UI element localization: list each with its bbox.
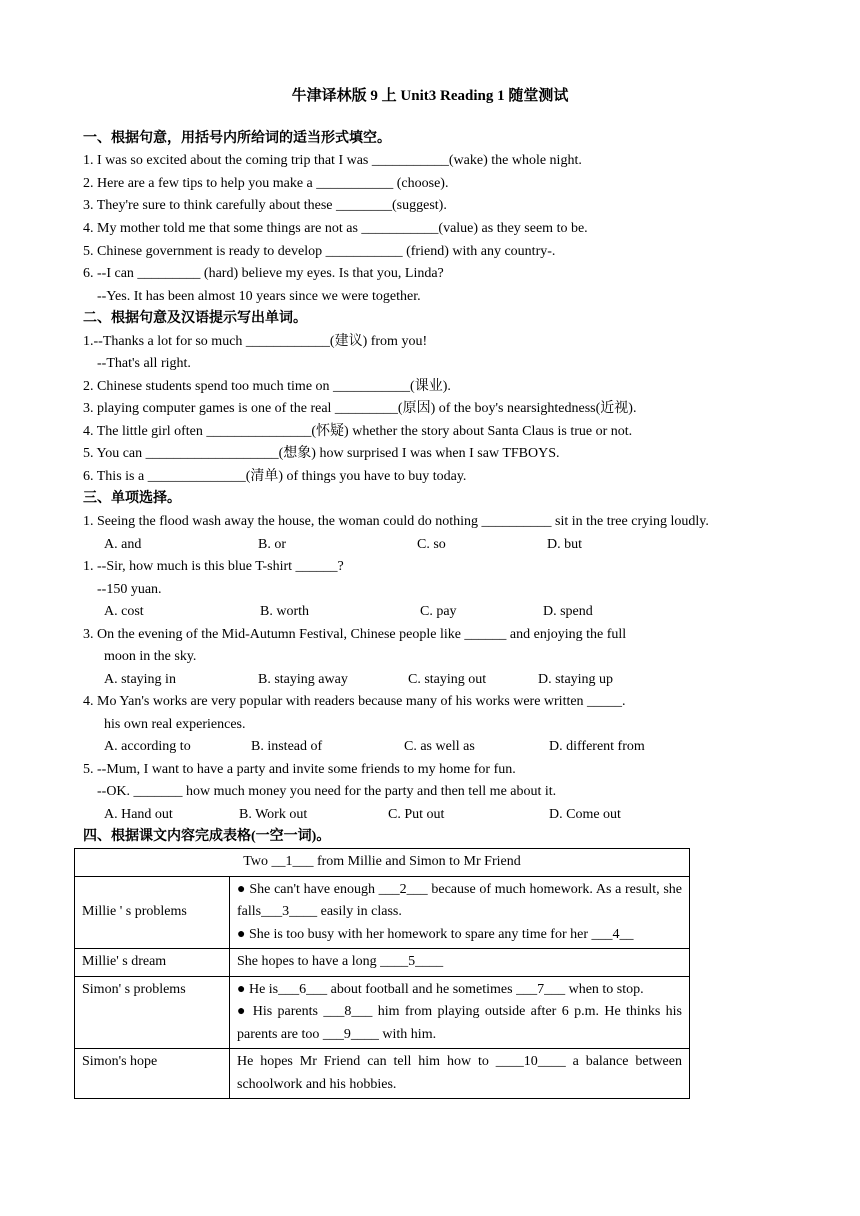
part1-line: 1. I was so excited about the coming trip that I was ___________(wake) the whole night. [83, 153, 582, 168]
mc-option: B. worth [260, 604, 309, 619]
part2-line: 6. This is a ______________(清单) of things you have to buy today. [83, 469, 467, 484]
blank-2: ___2___ [378, 881, 428, 897]
blank-9: ___9____ [322, 1026, 379, 1042]
blank-10: ____10____ [495, 1054, 566, 1069]
blank-4: ___4__ [591, 926, 634, 942]
mc-option: D. but [547, 537, 582, 552]
blank-1: __1___ [271, 854, 314, 869]
part1-line: 6. --I can _________ (hard) believe my eyes. Is that you, Linda? [83, 266, 444, 281]
mc-option: B. Work out [239, 807, 308, 822]
table-row [75, 949, 690, 977]
mc-question-5: 5. --Mum, I want to have a party and invite some friends to my home for fun. [83, 762, 516, 777]
reading-table [74, 848, 690, 1099]
table-header-cell: Two __1___ from Millie and Simon to Mr Friend [75, 849, 690, 877]
part2-line: 2. Chinese students spend too much time on ___________(课业). [83, 379, 451, 394]
row-label: Millie' s dream [75, 949, 230, 977]
row-label: Millie ' s problems [75, 876, 230, 949]
part2-line: --That's all right. [83, 356, 191, 371]
mc-option: C. Put out [388, 807, 445, 822]
mc-option: C. pay [420, 604, 457, 619]
mc-option: D. spend [543, 604, 593, 619]
table-row [75, 876, 690, 949]
mc-option: B. staying away [258, 672, 348, 687]
mc-option: B. instead of [251, 739, 323, 754]
row-content: ● She can't have enough ___2___ because of much homework. As a result, she falls___3____ easily in class. ● She is too busy with her homework to spare any time for her ___4__ [230, 876, 690, 949]
table-row [75, 976, 690, 1049]
row-content: ● He is___6___ about football and he sometimes ___7___ when to stop. ● His parents ___8___ him from playing outside after 6 p.m. He thinks his parents are too ___9____ with him. [230, 976, 690, 1049]
document-title: 牛津译林版 9 上 Unit3 Reading 1 随堂测试 [291, 88, 569, 104]
row-content: He hopes Mr Friend can tell him how to ____10____ a balance between schoolwork and his hobbies. [230, 1049, 690, 1099]
mc-option: D. different from [549, 739, 645, 754]
blank-7: ___7___ [516, 981, 566, 997]
row-label: Simon' s problems [75, 976, 230, 1049]
mc-option: D. Come out [549, 807, 621, 822]
mc-option: A. Hand out [104, 807, 173, 822]
mc-question-4: 4. Mo Yan's works are very popular with readers because many of his works were written _____. [83, 694, 626, 709]
part2-line: 3. playing computer games is one of the real _________(原因) of the boy's nearsightedness(近视). [83, 401, 637, 416]
blank-8: ___8___ [323, 1004, 373, 1019]
section-1-heading: 一、根据句意，用括号内所给词的适当形式填空。 [83, 131, 391, 146]
mc-question-2-reply: --150 yuan. [83, 582, 162, 597]
part1-line: --Yes. It has been almost 10 years since we were together. [83, 289, 421, 304]
mc-question-5-reply: --OK. _______ how much money you need for the party and then tell me about it. [83, 784, 557, 799]
section-3-heading: 三、单项选择。 [83, 491, 181, 506]
part1-line: 2. Here are a few tips to help you make a ___________ (choose). [83, 176, 449, 191]
mc-question-4-cont: his own real experiences. [104, 717, 246, 732]
mc-option: A. according to [104, 739, 191, 754]
blank-3: ___3____ [261, 904, 318, 919]
mc-option: A. and [104, 537, 142, 552]
mc-option: C. so [417, 537, 446, 552]
part1-line: 3. They're sure to think carefully about these ________(suggest). [83, 198, 447, 213]
mc-option: C. staying out [408, 672, 487, 687]
part1-line: 5. Chinese government is ready to develop ___________ (friend) with any country-. [83, 244, 556, 259]
blank-6: ___6___ [278, 981, 328, 997]
mc-question-3-cont: moon in the sky. [104, 649, 197, 664]
part2-line: 4. The little girl often _______________(怀疑) whether the story about Santa Claus is true or not. [83, 424, 633, 439]
mc-question-2: 1. --Sir, how much is this blue T-shirt ______? [83, 559, 344, 574]
row-content: She hopes to have a long ____5____ [230, 949, 690, 977]
mc-question-3: 3. On the evening of the Mid-Autumn Festival, Chinese people like ______ and enjoying the full [83, 627, 627, 642]
mc-option: B. or [258, 537, 286, 552]
part2-line: 1.--Thanks a lot for so much ____________(建议) from you! [83, 334, 428, 349]
mc-option: A. cost [104, 604, 144, 619]
row-label: Simon's hope [75, 1049, 230, 1099]
part1-line: 4. My mother told me that some things are not as ___________(value) as they seem to be. [83, 221, 588, 236]
mc-option: A. staying in [104, 672, 176, 687]
table-row [75, 1049, 690, 1099]
mc-option: C. as well as [404, 739, 475, 754]
mc-question-1: 1. Seeing the flood wash away the house, the woman could do nothing __________ sit in the tree crying loudly. [83, 514, 709, 529]
section-2-heading: 二、根据句意及汉语提示写出单词。 [83, 311, 307, 326]
part2-line: 5. You can ___________________(想象) how surprised I was when I saw TFBOYS. [83, 446, 560, 461]
blank-5: ____5____ [380, 954, 444, 969]
table-row [75, 849, 690, 877]
mc-option: D. staying up [538, 672, 614, 687]
section-4-heading: 四、根据课文内容完成表格(一空一词)。 [83, 829, 331, 844]
